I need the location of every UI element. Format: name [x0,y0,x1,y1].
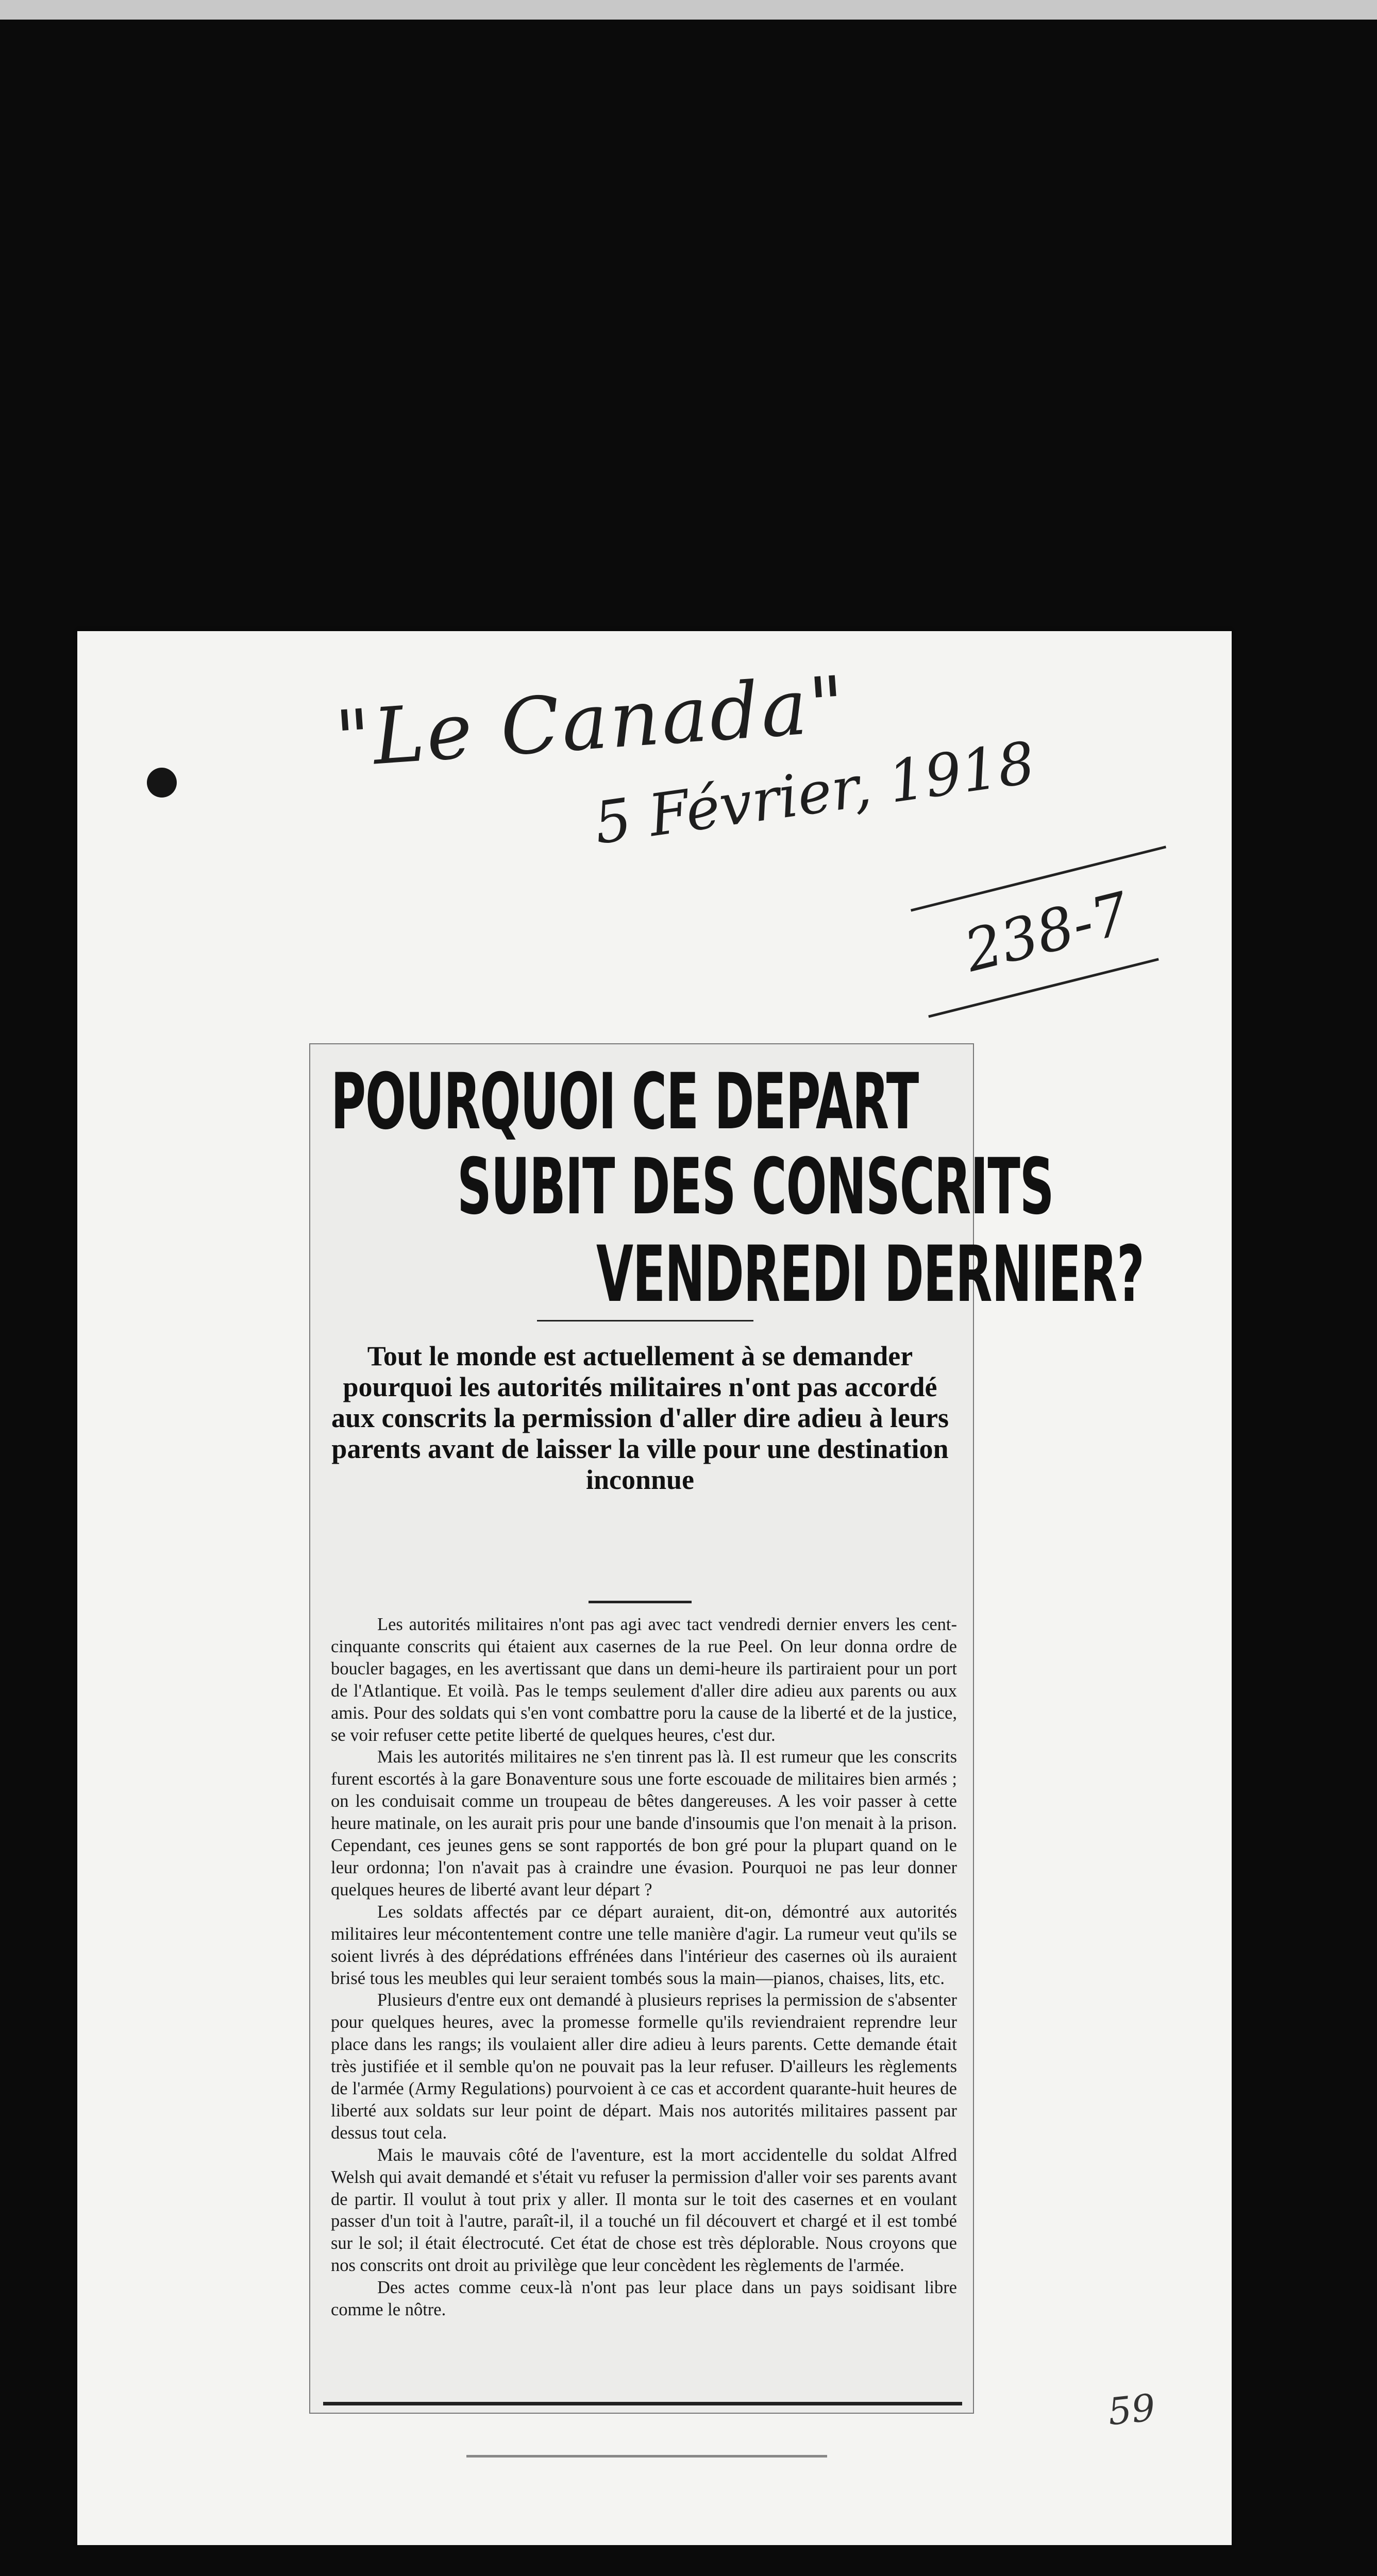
article-paragraph: Des actes comme ceux-là n'ont pas leur place dans un pays soidisant libre comme le nôtre. [331,2278,957,2320]
article-paragraph: Mais le mauvais côté de l'aventure, est la mort accidentelle du soldat Alfred Welsh qui avait demandé et s'était vu refuser la permission d'aller voir ses parents avant de partir. Il voulut à tout prix y aller. Il monta sur le toit des casernes et en voulant passer d'un toit à l'autre, paraît-il, il a touché un fil découvert et chargé et il est tombé sur le sol; il était électrocuté. Cet état de chose est très déplorable. Nous croyons que nos conscrits ont droit au privilège que leur concèdent les règlements de l'armée. [331,2145,957,2276]
article-paragraph: Mais les autorités militaires ne s'en tinrent pas là. Il est rumeur que les conscrits furent escortés à la gare Bonaventure sous une forte escouade de militaires bien armés ; on les conduisait comme un troupeau de bêtes dangereuses. A les voir passer à cette heure matinale, on les aurait pris pour une bande d'insoumis que l'on menait à la prison. Cependant, ces jeunes gens se sont rapportés de bon gré pour la plupart quand on le leur ordonna; l'on n'avait pas à craindre une évasion. Pourquoi ne pas leur donner quelques heures de liberté avant leur départ ? [331,1747,957,1900]
handwritten-file-number: 238-7 [958,879,1136,986]
punch-hole [147,768,177,798]
headline-line-2: SUBIT DES CONSCRITS [457,1142,1054,1232]
subheadline-rule [589,1601,692,1603]
article-paragraph: Plusieurs d'entre eux ont demandé à plusieurs reprises la permission de s'absenter pour quelques heures, avec la promesse formelle qu'ils reviendraient reprendre leur place dans les rangs; ils voulaient aller dire adieu à leurs parents. Cette demande était très justifiée et il semble qu'on ne pouvait pas la leur refuser. D'ailleurs les règlements de l'armée (Army Regulations) pourvoient à ce cas et accordent quarante-huit heures de liberté aux soldats sur leur point de départ. Mais nos autorités militaires passent par dessus tout cela. [331,1990,957,2143]
newspaper-clipping [309,1043,1144,2414]
document-sheet [77,631,1232,2545]
article-paragraph: Les autorités militaires n'ont pas agi avec tact vendredi dernier envers les cent-cinquante conscrits qui étaient aux casernes de la rue Peel. On leur donna ordre de boucler bagages, en les avertissant que dans un demi-heure ils partiraient pour un port de l'Atlantique. Et voilà. Pas le temps seulement d'aller dire adieu aux parents ou aux amis. Pour des soldats qui s'en vont combattre poru la cause de la liberté et de la justice, se voir refuser cette petite liberté de quelques heures, c'est dur. [331,1615,957,1745]
handwritten-date: 5 Février, 1918 [590,729,1039,858]
headline-line-3: VENDREDI DERNIER? [596,1230,1144,1319]
article-body [331,1614,957,2321]
handwritten-page-number: 59 [1105,2385,1157,2434]
article-paragraph: Les soldats affectés par ce départ auraient, dit-on, démontré aux autorités militaires leur mécontentement contre une telle manière d'agir. La rumeur veut qu'ils se soient livrés à des déprédations effrénées dans l'intérieur des casernes où ils auraient brisé tous les meubles qui leur seraient tombés sous la main—pianos, chaises, lits, etc. [331,1902,957,1988]
clipping-bottom-rule [323,2402,962,2405]
headline-line-1: POURQUOI CE DEPART [331,1057,919,1147]
subheadline: Tout le monde est actuellement à se demander pourquoi les autorités militaires n'ont pas accordé aux conscrits la permission d'aller dire adieu à leurs parents avant de laisser la ville pour une destination inconnue [331,1341,949,1495]
film-top-strip [0,0,1377,20]
bottom-rule [466,2455,827,2458]
headline-rule [537,1320,753,1321]
handwritten-newspaper-name: "Le Canada" [332,659,850,785]
